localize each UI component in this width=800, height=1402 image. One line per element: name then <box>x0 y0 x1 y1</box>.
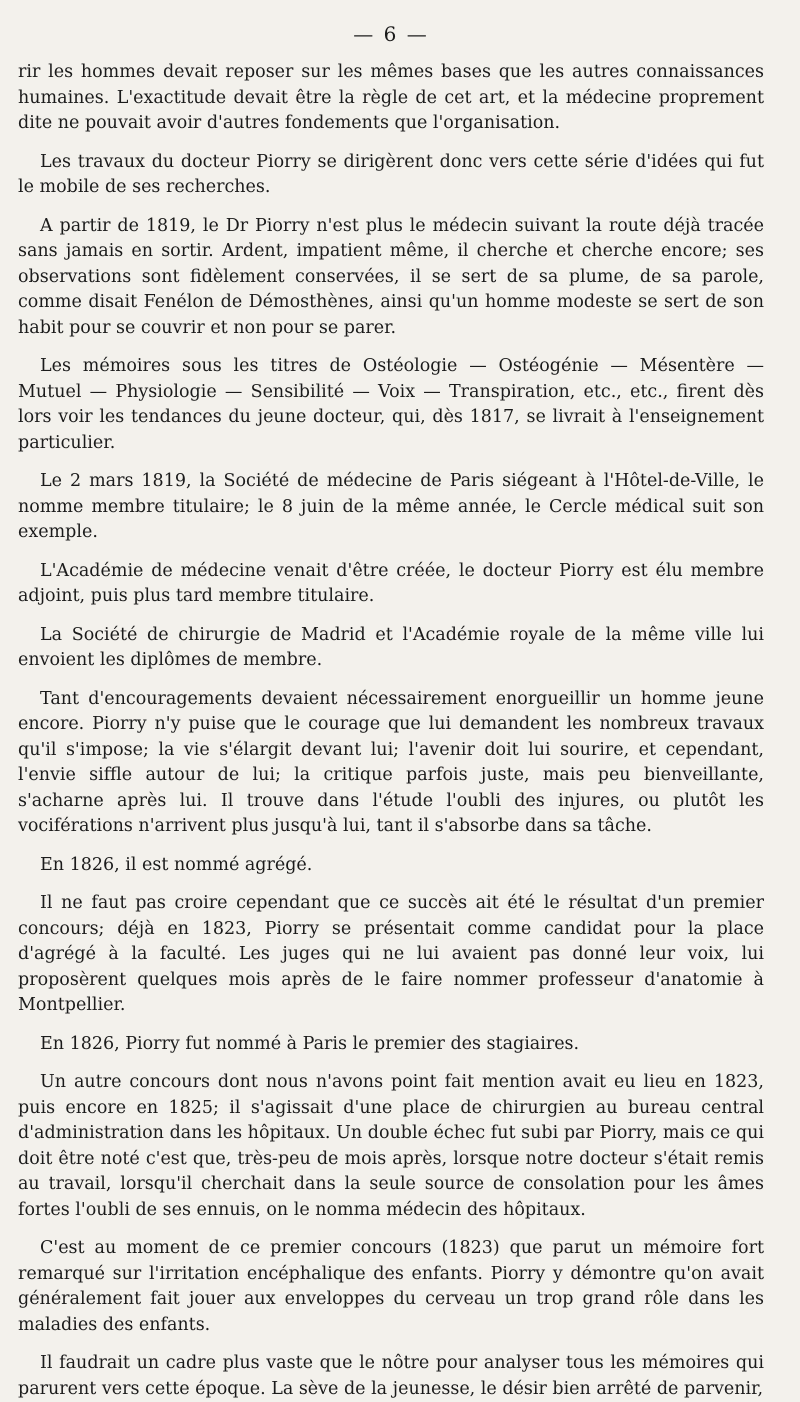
paragraph: La Société de chirurgie de Madrid et l'Académie royale de la même ville lui envoient les diplômes de membre. <box>18 624 764 670</box>
paragraph: Tant d'encouragements devaient nécessairement enorgueillir un homme jeune encore. Piorry n'y puise que le courage que lui demandent les nombreux travaux qu'il s'impose; la vie s'élargit devant lui; l'avenir doit lui sourire, et cependant, l'envie siffle autour de lui; la critique parfois juste, mais peu bienveillante, s'acharne après lui. Il trouve dans l'étude l'oubli des injures, ou plutôt les vociférations n'arrivent plus jusqu'à lui, tant il s'absorbe dans sa tâche. <box>18 688 764 836</box>
paragraph: Les travaux du docteur Piorry se dirigèrent donc vers cette série d'idées qui fut le mobile de ses recherches. <box>18 151 764 197</box>
paragraph: Il faudrait un cadre plus vaste que le nôtre pour analyser tous les mémoires qui parurent vers cette époque. La sève de la jeunesse, le désir bien arrêté de parvenir, <box>18 1353 764 1399</box>
paragraph: A partir de 1819, le Dr Piorry n'est plus le médecin suivant la route déjà tracée sans jamais en sortir. Ardent, impatient même, il cherche et cherche encore; ses observations sont fidèlement conservées, il se sert de sa plume, de sa parole, comme disait Fenélon de Démosthènes, ainsi qu'un homme modeste se sert de son habit pour se couvrir et non pour se parer. <box>18 215 764 338</box>
paragraph: Les mémoires sous les titres de Ostéologie — Ostéogénie — Mésentère — Mutuel — Physiologie — Sensibilité — Voix — Transpiration, etc., etc., firent dès lors voir les tendances du jeune docteur, qui, dès 1817, se livrait à l'enseignement particulier. <box>18 356 764 453</box>
page-number: — 6 — <box>353 22 429 46</box>
paragraph: En 1826, Piorry fut nommé à Paris le premier des stagiaires. <box>40 1033 580 1054</box>
paragraph: rir les hommes devait reposer sur les mêmes bases que les autres connaissances humaines. L'exactitude devait être la règle de cet art, et la médecine proprement dite ne pouvait avoir d'autres fondements que l'organisation. <box>18 62 764 133</box>
paragraph: Le 2 mars 1819, la Société de médecine de Paris siégeant à l'Hôtel-de-Ville, le nomme membre titulaire; le 8 juin de la même année, le Cercle médical suit son exemple. <box>18 471 764 542</box>
paragraph: L'Académie de médecine venait d'être créée, le docteur Piorry est élu membre adjoint, puis plus tard membre titulaire. <box>18 560 764 606</box>
paragraph: C'est au moment de ce premier concours (1823) que parut un mémoire fort remarqué sur l'irritation encéphalique des enfants. Piorry y démontre qu'on avait généralement fait jouer aux enveloppes du cerveau un trop grand rôle dans les maladies des enfants. <box>18 1238 764 1335</box>
paragraph: Il ne faut pas croire cependant que ce succès ait été le résultat d'un premier concours; déjà en 1823, Piorry se présentait comme candidat pour la place d'agrégé à la faculté. Les juges qui ne lui avaient pas donné leur voix, lui proposèrent quelques mois après de le faire nommer professeur d'anatomie à Montpellier. <box>18 893 764 1015</box>
paragraph: En 1826, il est nommé agrégé. <box>40 854 313 875</box>
paragraph: Un autre concours dont nous n'avons point fait mention avait eu lieu en 1823, puis encore en 1825; il s'agissait d'une place de chirurgien au bureau central d'administration dans les hôpitaux. Un double échec fut subi par Piorry, mais ce qui doit être noté c'est que, très-peu de mois après, lorsque notre docteur s'était remis au travail, lorsqu'il cherchait dans la seule source de consolation pour les âmes fortes l'oubli de ses ennuis, on le nomma médecin des hôpitaux. <box>18 1072 764 1220</box>
